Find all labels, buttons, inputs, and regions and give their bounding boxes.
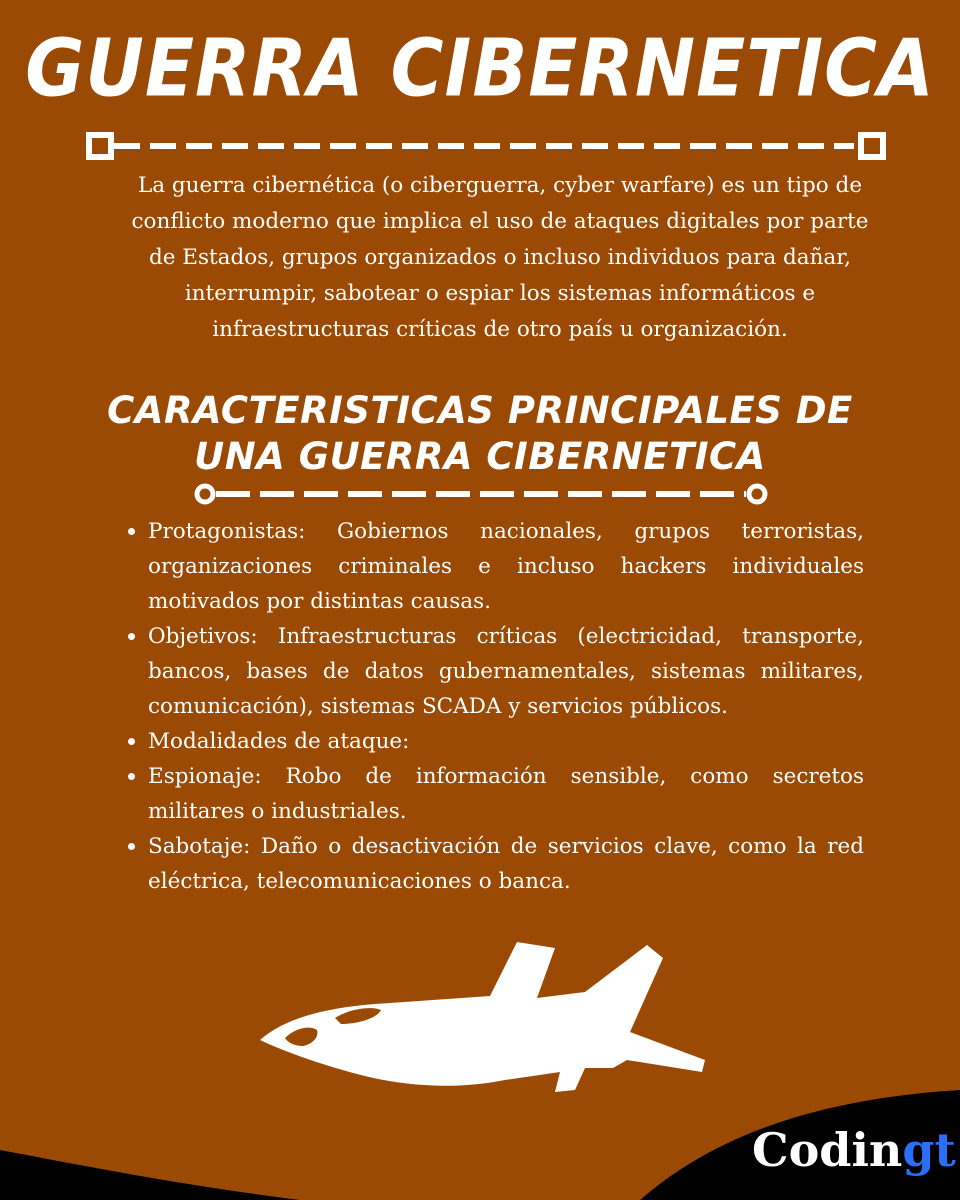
intro-paragraph: La guerra cibernética (o ciberguerra, cyber warfare) es un tipo de conflicto moderno que implica el uso de ataques digitales por parte de Estados, grupos organizados o incluso individuos para dañar, interrumpir, sabotear o espiar los sistemas informáticos e infraestructuras críticas de otro país u organización. [131, 173, 869, 342]
logo-accent-text: gt [902, 1123, 956, 1177]
list-item: Sabotaje: Daño o desactivación de servicios clave, como la red eléctrica, telecomunicaciones o banca. [128, 829, 864, 899]
section-heading-line-2: UNA GUERRA CIBERNETICA [194, 435, 766, 478]
page-title: GUERRA CIBERNETICA [25, 22, 935, 115]
list-item: Objetivos: Infraestructuras críticas (electricidad, transporte, bancos, bases de datos gubernamentales, sistemas militares, comunicación), sistemas SCADA y servicios públicos. [128, 619, 864, 724]
list-item: Protagonistas: Gobiernos nacionales, grupos terroristas, organizaciones criminales e incluso hackers individuales motivados por distintas causas. [128, 514, 864, 619]
list-item: Espionaje: Robo de información sensible, como secretos militares o industriales. [128, 759, 864, 829]
logo-text: Codin [752, 1123, 903, 1177]
brand-logo [752, 1122, 956, 1178]
section-heading-line-1: CARACTERISTICAS PRINCIPALES DE [107, 389, 853, 432]
list-item: Modalidades de ataque: [128, 724, 864, 759]
